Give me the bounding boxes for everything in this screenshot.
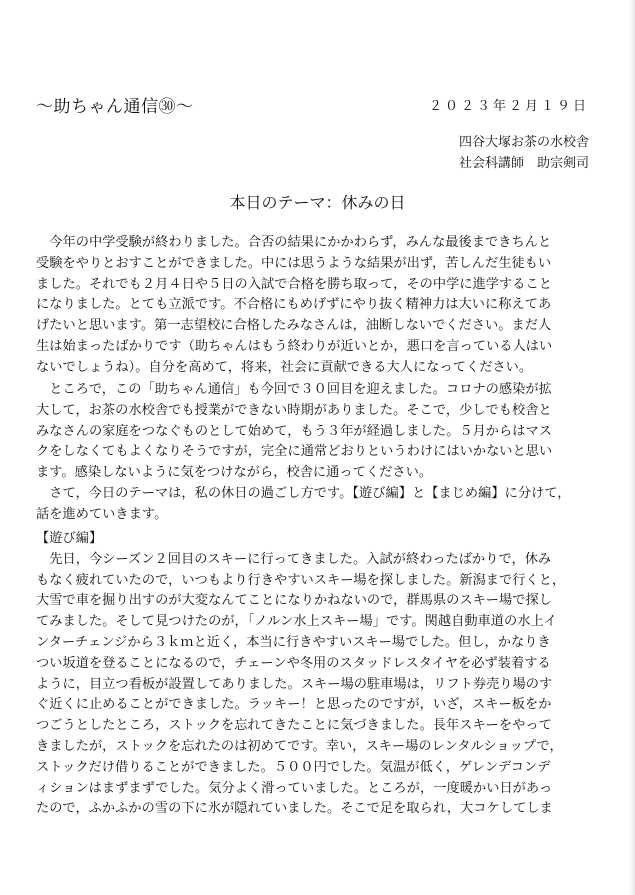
- text-line: みなさんの家庭をつなぐものとして始めて，もう３年が経過しました。５月からはマス: [36, 423, 552, 439]
- text-line: もなく疲れていたので，いつもより行きやすいスキー場を探しました。新潟まで行くと，: [36, 572, 566, 588]
- paragraph-anniversary: [36, 380, 596, 526]
- text-line: てみました。そして見つけたのが，「ノルン水上スキー場」です。関越自動車道の水上イ: [36, 614, 557, 630]
- text-line: さて，今日のテーマは，私の休日の過ごし方です。【遊び編】と【まじめ編】に分けて，: [36, 485, 571, 501]
- text-line: 今年の中学受験が終わりました。合否の結果にかかわらず，みんな最後まできちんと: [36, 235, 552, 250]
- text-line: ないでしょうね）。自分を高めて，将来，社会に貢献できる大人になってください。: [36, 359, 533, 375]
- text-line: ように，目立つ看板が設置してありました。スキー場の駐車場は，リフト券売り場のす: [36, 676, 553, 692]
- text-line: [36, 820, 596, 841]
- text-line: ます。感染しないように気をつけながら，校舎に通ってください。: [36, 465, 433, 481]
- text-line: げたいと思います。第一志望校に合格したみなさんは，油断しないでください。まだ人: [36, 318, 552, 334]
- issue-date: ２０２３年２月１９日: [428, 99, 589, 114]
- text-line: クをしなくてもよくなりそうですが，完全に通常どおりというわけにはいかないと思い: [36, 444, 553, 460]
- page-edge: [629, 0, 635, 895]
- text-line: ところで，この「助ちゃん通信」も今回で３０回目を迎えました。コロナの感染が拡: [36, 382, 552, 397]
- text-line: たので，ふかふかの雪の下に氷が隠れていました。そこで足を取られ，大コケしてしま: [36, 801, 553, 817]
- text-line: つい坂道を登ることになるので，チェーンや冬用のスタッドレスタイヤを必ず装着する: [36, 655, 551, 671]
- section-heading: 【遊び編】: [36, 531, 103, 546]
- section-play: [36, 529, 596, 841]
- text-line: つごうとしたところ，ストックを忘れてきたことに気づきました。長年スキーをやって: [36, 718, 552, 734]
- text-line: 大して，お茶の水校舎でも授業ができない時期がありました。そこで，少しでも校舎と: [36, 402, 552, 418]
- theme-heading: 本日のテーマ：休みの日: [229, 193, 406, 212]
- text-line: ンターチェンジから３ｋｍと近く，本当に行きやすいスキー場でした。但し，かなりき: [36, 634, 551, 650]
- text-line: 話を進めていきます。: [36, 506, 168, 522]
- text-line: ィションはまずまずでした。気分よく滑っていました。ところが，一度暖かい日があっ: [36, 780, 553, 796]
- text-line: きましたが，ストックを忘れたのは初めてです。幸い，スキー場のレンタルショップで，: [36, 738, 563, 754]
- text-line: 受験をやりとおすことができました。中には思うような結果が出ず，苦しんだ生徒もい: [36, 255, 552, 271]
- school-name: 四谷大塚お茶の水校舎: [458, 135, 589, 150]
- text-line: 先日，今シーズン２回目のスキーに行ってきました。入試が終わったばかりで，休み: [36, 551, 552, 567]
- paragraph-intro: [36, 233, 596, 379]
- text-line: 生は始まったばかりです（助ちゃんはもう終わりが近いとか，悪口を言っている人はい: [36, 338, 553, 354]
- text-line: 大雪で車を掘り出すのが大変なんてことになりかねないので，群馬県のスキー場で探し: [36, 593, 552, 609]
- teacher-name: 社会科講師 助宗剣司: [458, 156, 589, 171]
- text-line: になりました。とても立派です。不合格にもめげずにやり抜く精神力は大いに称えてあ: [36, 297, 552, 313]
- newsletter-title: ～助ちゃん通信㉚～: [36, 97, 194, 117]
- text-line: ました。それでも２月４日や５日の入試で合格を勝ち取って，その中学に進学すること: [36, 276, 552, 292]
- text-line: ストックだけ借りることができました。５００円でした。気温が低く，ゲレンデコンデ: [36, 759, 551, 775]
- text-line: ぐ近くに止めることができました。ラッキー！と思ったのですが，いざ，スキー板をか: [36, 697, 552, 713]
